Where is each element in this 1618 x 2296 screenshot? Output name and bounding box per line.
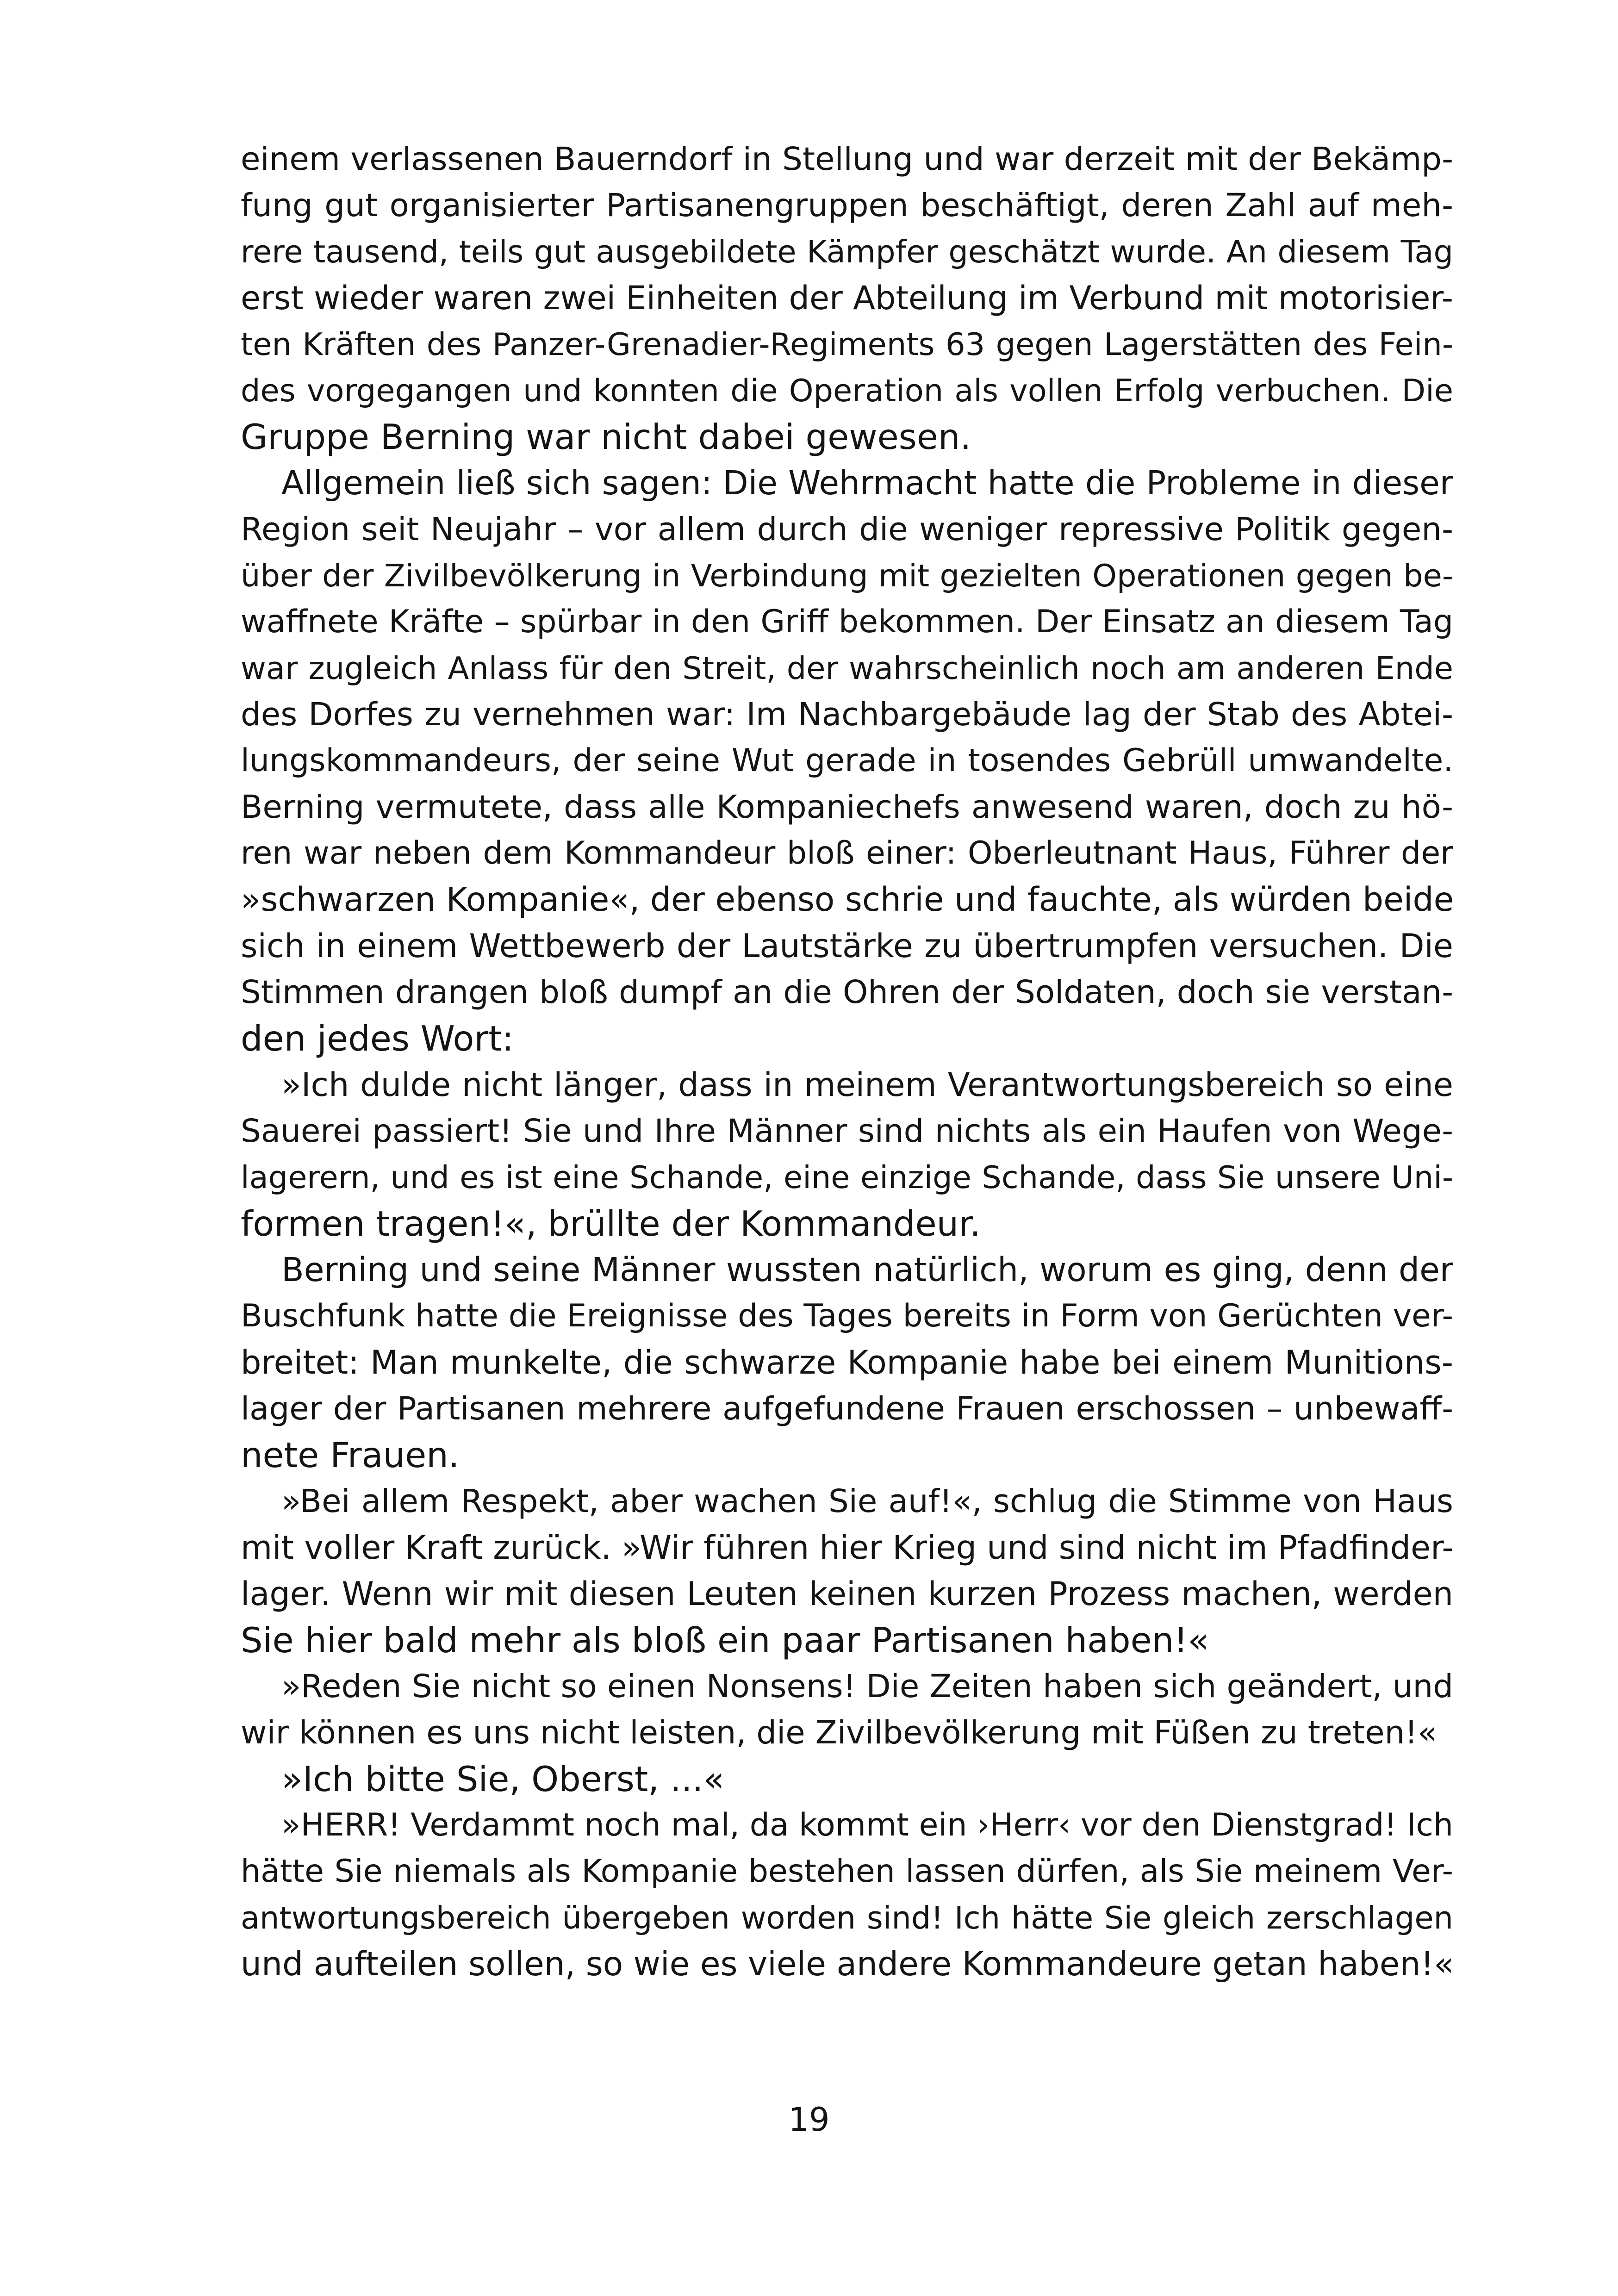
text-line: »Ich dulde nicht länger, dass in meinem Verantwortungsbereich so eine	[281, 1066, 1453, 1104]
text-line: lager. Wenn wir mit diesen Leuten keinen kurzen Prozess machen, werden	[241, 1575, 1453, 1613]
text-line: Buschfunk hatte die Ereignisse des Tages bereits in Form von Gerüchten ver-	[241, 1298, 1453, 1334]
text-line: breitet: Man munkelte, die schwarze Kompanie habe bei einem Munitions-	[241, 1344, 1453, 1381]
text-line: des Dorfes zu vernehmen war: Im Nachbargebäude lag der Stab des Abtei-	[241, 696, 1453, 733]
text-line: »Bei allem Respekt, aber wachen Sie auf!«, schlug die Stimme von Haus	[281, 1483, 1453, 1520]
text-line: »schwarzen Kompanie«, der ebenso schrie und fauchte, als würden beide	[241, 880, 1454, 919]
text-line: nete Frauen.	[241, 1435, 460, 1475]
text-line: über der Zivilbevölkerung in Verbindung mit gezielten Operationen gegen be-	[241, 558, 1453, 594]
text-line: ten Kräften des Panzer-Grenadier-Regiments 63 gegen Lagerstätten des Fein-	[241, 326, 1453, 362]
text-line: »HERR! Verdammt noch mal, da kommt ein ›Herr‹ vor den Dienstgrad! Ich	[281, 1807, 1453, 1843]
text-line: erst wieder waren zwei Einheiten der Abteilung im Verbund mit motorisier-	[241, 279, 1453, 317]
text-line: »Ich bitte Sie, Oberst, ...«	[281, 1759, 725, 1799]
text-line: Sauerei passiert! Sie und Ihre Männer sind nichts als ein Haufen von Wege-	[241, 1113, 1453, 1150]
text-line: Stimmen drangen bloß dumpf an die Ohren der Soldaten, doch sie verstan-	[241, 974, 1453, 1011]
text-line: hätte Sie niemals als Kompanie bestehen lassen dürfen, als Sie meinem Ver-	[241, 1853, 1453, 1890]
page-number: 19	[788, 2101, 830, 2139]
text-line: lagerern, und es ist eine Schande, eine einzige Schande, dass Sie unsere Uni-	[241, 1159, 1453, 1195]
text-line: einem verlassenen Bauerndorf in Stellung und war derzeit mit der Bekämp-	[241, 141, 1453, 178]
text-line: lager der Partisanen mehrere aufgefundene Frauen erschossen – unbewaff-	[241, 1390, 1453, 1427]
text-line: »Reden Sie nicht so einen Nonsens! Die Zeiten haben sich geändert, und	[281, 1668, 1453, 1705]
text-line: des vorgegangen und konnten die Operation als vollen Erfolg verbuchen. Die	[241, 373, 1453, 409]
text-line: sich in einem Wettbewerb der Lautstärke zu übertrumpfen versuchen. Die	[241, 927, 1453, 965]
text-line: mit voller Kraft zurück. »Wir führen hier Krieg und sind nicht im Pfadfinder-	[241, 1529, 1454, 1567]
text-line: Berning vermutete, dass alle Kompaniechefs anwesend waren, doch zu hö-	[241, 789, 1453, 826]
text-line: und aufteilen sollen, so wie es viele andere Kommandeure getan haben!«	[241, 1945, 1454, 1983]
text-line: Berning und seine Männer wussten natürlich, worum es ging, denn der	[281, 1251, 1453, 1289]
text-line: Gruppe Berning war nicht dabei gewesen.	[241, 417, 971, 457]
text-line: war zugleich Anlass für den Streit, der wahrscheinlich noch am anderen Ende	[241, 650, 1453, 686]
text-line: Region seit Neujahr – vor allem durch die weniger repressive Politik gegen-	[241, 511, 1453, 548]
body-text	[241, 136, 1453, 1987]
text-line: lungskommandeurs, der seine Wut gerade in tosendes Gebrüll umwandelte.	[241, 742, 1453, 779]
text-line: Sie hier bald mehr als bloß ein paar Partisanen haben!«	[241, 1620, 1209, 1661]
text-line: wir können es uns nicht leisten, die Zivilbevölkerung mit Füßen zu treten!«	[241, 1714, 1438, 1751]
text-line: waffnete Kräfte – spürbar in den Griff bekommen. Der Einsatz an diesem Tag	[241, 604, 1453, 640]
text-line: fung gut organisierter Partisanengruppen beschäftigt, deren Zahl auf meh-	[241, 187, 1453, 224]
text-line: Allgemein ließ sich sagen: Die Wehrmacht hatte die Probleme in dieser	[281, 464, 1453, 502]
text-line: den jedes Wort:	[241, 1018, 514, 1059]
text-line: rere tausend, teils gut ausgebildete Kämpfer geschätzt wurde. An diesem Tag	[241, 234, 1453, 270]
text-line: formen tragen!«, brüllte der Kommandeur.	[241, 1203, 981, 1244]
text-line: ren war neben dem Kommandeur bloß einer: Oberleutnant Haus, Führer der	[241, 835, 1453, 871]
text-line: antwortungsbereich übergeben worden sind! Ich hätte Sie gleich zerschlagen	[241, 1900, 1453, 1936]
